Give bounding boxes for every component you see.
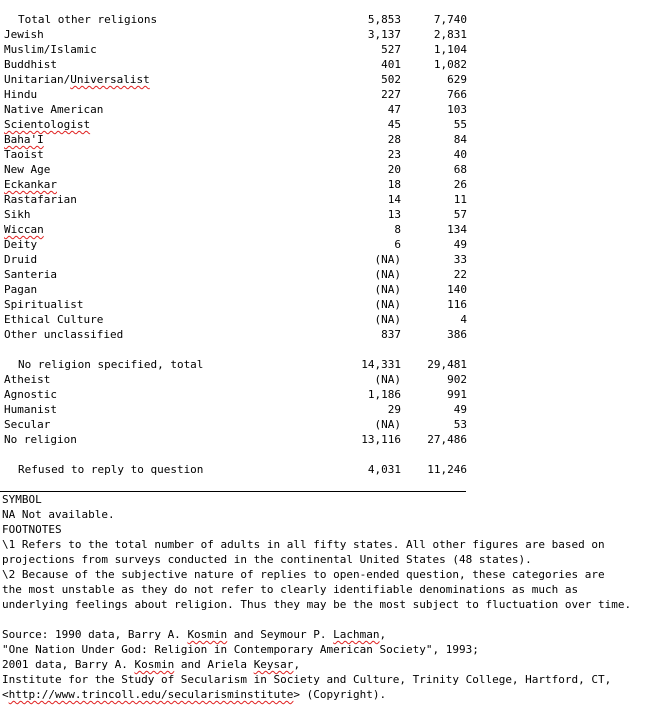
row-label: Spiritualist: [4, 298, 84, 311]
value-1990: 45: [387, 118, 401, 131]
source-author: Kosmin: [187, 628, 228, 641]
value-1990: 527: [381, 43, 401, 56]
value-2001: 49: [453, 403, 467, 416]
table-divider: [0, 491, 466, 492]
value-2001: 991: [447, 388, 467, 401]
source-text: Source: 1990 data, Barry A.: [2, 628, 188, 641]
value-1990: (NA): [374, 373, 401, 386]
row-label: Humanist: [4, 403, 57, 416]
value-1990: 1,186: [367, 388, 401, 401]
value-2001: 27,486: [427, 433, 467, 446]
value-2001: 29,481: [427, 358, 467, 371]
row-label: Muslim/Islamic: [4, 43, 97, 56]
value-2001: 26: [453, 178, 467, 191]
row-label: Agnostic: [4, 388, 57, 401]
value-1990: 3,137: [367, 28, 401, 41]
value-1990: 4,031: [367, 463, 401, 476]
footnote-1-line-2: projections from surveys conducted in the continental United States (48 states).: [2, 553, 532, 566]
value-2001: 766: [447, 88, 467, 101]
value-2001: 1,082: [433, 58, 467, 71]
symbol-heading: SYMBOL: [2, 493, 42, 506]
value-2001: 22: [453, 268, 467, 281]
value-1990: 29: [387, 403, 401, 416]
value-2001: 902: [447, 373, 467, 386]
value-2001: 49: [453, 238, 467, 251]
source-url-link[interactable]: http://www.trincoll.edu/secularisminstitute: [8, 688, 294, 701]
row-label: Pagan: [4, 283, 38, 296]
row-label-text: Unitarian/: [4, 73, 71, 86]
value-2001: 2,831: [433, 28, 467, 41]
value-2001: 53: [453, 418, 467, 431]
value-2001: 55: [453, 118, 467, 131]
row-label: Secular: [4, 418, 51, 431]
row-label-text: Eckankar: [4, 178, 57, 191]
value-2001: 140: [447, 283, 467, 296]
row-label: Deity: [4, 238, 38, 251]
row-label-text: Scientologist: [4, 118, 91, 131]
row-label: Other unclassified: [4, 328, 124, 341]
value-1990: (NA): [374, 298, 401, 311]
row-label-text: Wiccan: [4, 223, 44, 236]
value-2001: 134: [447, 223, 467, 236]
source-text: and Seymour P.: [227, 628, 334, 641]
row-label: Santeria: [4, 268, 57, 281]
value-1990: 18: [387, 178, 401, 191]
value-1990: 14: [387, 193, 401, 206]
value-2001: 116: [447, 298, 467, 311]
symbol-na: NA Not available.: [2, 508, 115, 521]
row-label: Taoist: [4, 148, 44, 161]
value-2001: 11,246: [427, 463, 467, 476]
value-1990: 14,331: [361, 358, 401, 371]
source-line-4: Institute for the Study of Secularism in Society and Culture, Trinity College, Hartford, CT,: [2, 673, 612, 686]
value-2001: 629: [447, 73, 467, 86]
footnotes-heading: FOOTNOTES: [2, 523, 62, 536]
row-label: Sikh: [4, 208, 31, 221]
value-1990: 8: [394, 223, 401, 236]
source-text: ,: [293, 658, 301, 671]
row-label: Rastafarian: [4, 193, 77, 206]
value-2001: 7,740: [433, 13, 467, 26]
source-text: and Ariela: [174, 658, 254, 671]
value-2001: 33: [453, 253, 467, 266]
row-label: Jewish: [4, 28, 44, 41]
footnote-2-line-1: \2 Because of the subjective nature of replies to open-ended question, these categories are: [2, 568, 605, 581]
value-1990: 6: [394, 238, 401, 251]
source-line-5: [2, 687, 386, 702]
source-author: Lachman: [333, 628, 380, 641]
row-label: Refused to reply to question: [18, 463, 204, 476]
source-author: Keysar: [253, 658, 294, 671]
source-author: Kosmin: [134, 658, 175, 671]
footnote-2-line-3: underlying feelings about religion. Thus they may be the most subject to fluctuation over time.: [2, 598, 632, 611]
row-label: No religion specified, total: [18, 358, 204, 371]
value-1990: 13,116: [361, 433, 401, 446]
source-line-1: [2, 627, 386, 642]
source-text: ,: [379, 628, 387, 641]
source-text: > (Copyright).: [293, 688, 387, 701]
source-text: <: [2, 688, 9, 701]
value-1990: 20: [387, 163, 401, 176]
value-2001: 11: [453, 193, 467, 206]
value-1990: 13: [387, 208, 401, 221]
row-label: [4, 177, 57, 192]
value-1990: 837: [381, 328, 401, 341]
footnote-1-line-1: \1 Refers to the total number of adults in all fifty states. All other figures are based on: [2, 538, 605, 551]
row-label: [4, 72, 150, 87]
value-1990: (NA): [374, 283, 401, 296]
value-2001: 57: [453, 208, 467, 221]
source-text: 2001 data, Barry A.: [2, 658, 135, 671]
row-label: Ethical Culture: [4, 313, 104, 326]
row-label: Atheist: [4, 373, 51, 386]
value-2001: 4: [460, 313, 467, 326]
value-2001: 386: [447, 328, 467, 341]
row-label: [4, 222, 44, 237]
value-1990: 5,853: [367, 13, 401, 26]
value-1990: (NA): [374, 418, 401, 431]
value-2001: 68: [453, 163, 467, 176]
row-label: No religion: [4, 433, 77, 446]
value-1990: (NA): [374, 268, 401, 281]
row-label: [4, 117, 90, 132]
row-label: Native American: [4, 103, 104, 116]
row-label: New Age: [4, 163, 51, 176]
row-label-text: Universalist: [70, 73, 150, 86]
row-label: [4, 132, 44, 147]
value-1990: 502: [381, 73, 401, 86]
value-1990: 227: [381, 88, 401, 101]
row-label: Total other religions: [18, 13, 158, 26]
value-1990: 47: [387, 103, 401, 116]
row-label: Buddhist: [4, 58, 57, 71]
value-2001: 84: [453, 133, 467, 146]
footnote-2-line-2: the most unstable as they do not refer to clearly identifiable denominations as much as: [2, 583, 579, 596]
value-1990: 23: [387, 148, 401, 161]
value-1990: (NA): [374, 253, 401, 266]
row-label: Hindu: [4, 88, 38, 101]
source-line-3: [2, 657, 300, 672]
row-label-text: Baha'I: [4, 133, 44, 146]
value-2001: 40: [453, 148, 467, 161]
value-2001: 103: [447, 103, 467, 116]
value-1990: (NA): [374, 313, 401, 326]
value-1990: 28: [387, 133, 401, 146]
row-label: Druid: [4, 253, 38, 266]
value-1990: 401: [381, 58, 401, 71]
value-2001: 1,104: [433, 43, 467, 56]
source-line-2: "One Nation Under God: Religion in Contemporary American Society", 1993;: [2, 643, 479, 656]
